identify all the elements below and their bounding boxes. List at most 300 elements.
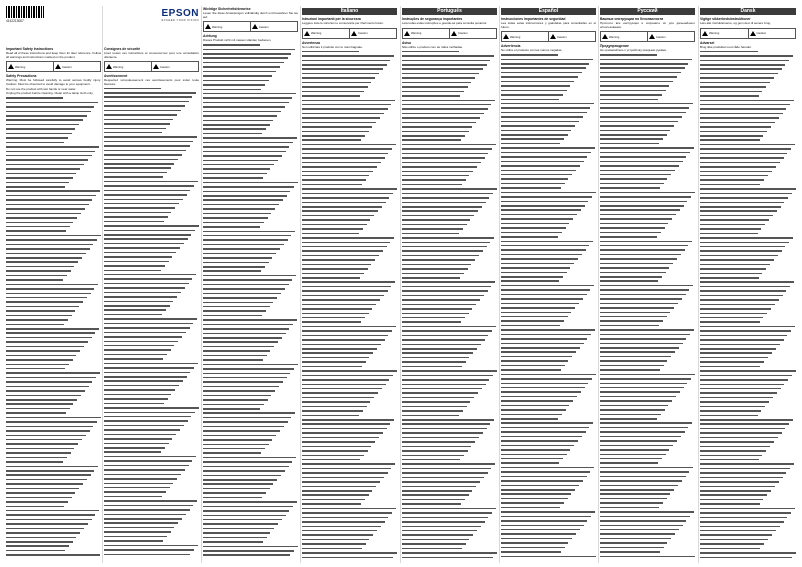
text-line bbox=[501, 54, 596, 57]
text-line bbox=[501, 267, 596, 270]
text-line bbox=[302, 481, 397, 484]
text-line bbox=[6, 346, 101, 349]
text-line bbox=[600, 418, 695, 421]
text-line bbox=[700, 171, 796, 174]
text-line bbox=[6, 222, 101, 225]
warning-triangle-icon bbox=[702, 31, 708, 36]
warning-triangle-icon bbox=[750, 31, 756, 36]
text-line bbox=[6, 199, 101, 202]
text-line bbox=[6, 133, 101, 136]
column-divider bbox=[698, 6, 699, 563]
text-line bbox=[600, 409, 695, 412]
text-line bbox=[302, 419, 397, 422]
text-line bbox=[700, 348, 796, 351]
text-line bbox=[203, 310, 298, 313]
text-line bbox=[600, 147, 695, 150]
text-line bbox=[402, 512, 497, 515]
text-line bbox=[203, 444, 298, 447]
text-line bbox=[700, 530, 796, 533]
text-line bbox=[302, 135, 397, 138]
text-line bbox=[203, 408, 298, 411]
box-label: Warning bbox=[212, 24, 223, 29]
text-line bbox=[402, 361, 497, 364]
text-line bbox=[104, 287, 199, 290]
column-divider bbox=[300, 6, 301, 563]
text-line bbox=[700, 450, 796, 453]
text-line bbox=[501, 143, 596, 146]
text-line bbox=[600, 218, 695, 221]
text-line bbox=[700, 108, 796, 111]
text-line bbox=[700, 91, 796, 94]
text-line bbox=[302, 468, 397, 471]
text-line bbox=[302, 175, 397, 178]
text-line bbox=[700, 512, 796, 515]
text-line bbox=[700, 330, 796, 333]
text-line bbox=[203, 515, 298, 518]
text-line bbox=[203, 417, 298, 420]
text-line bbox=[600, 285, 695, 288]
column-divider bbox=[400, 6, 401, 563]
text-line bbox=[6, 177, 101, 180]
text-line bbox=[6, 501, 101, 504]
text-line bbox=[6, 359, 101, 362]
text-line bbox=[104, 256, 199, 259]
text-line bbox=[6, 545, 101, 548]
text-line bbox=[302, 508, 397, 511]
text-line bbox=[104, 88, 199, 91]
text-line bbox=[700, 392, 796, 395]
text-line bbox=[104, 505, 199, 508]
text-line bbox=[501, 374, 596, 377]
text-line bbox=[700, 179, 796, 182]
text-line bbox=[700, 503, 796, 506]
text-line bbox=[501, 254, 596, 257]
text-line bbox=[501, 152, 596, 155]
text-line bbox=[302, 171, 397, 174]
text-line bbox=[700, 415, 796, 418]
text-line bbox=[600, 396, 695, 399]
text-line bbox=[302, 494, 397, 497]
text-line bbox=[302, 113, 397, 116]
text-line bbox=[203, 244, 298, 247]
text-line bbox=[600, 329, 695, 332]
text-line bbox=[402, 250, 497, 253]
warning-caution-box bbox=[600, 31, 695, 42]
text-line bbox=[302, 317, 397, 320]
text-line bbox=[203, 204, 298, 207]
text-line bbox=[501, 174, 596, 177]
text-line bbox=[402, 135, 497, 138]
text-line bbox=[302, 55, 397, 58]
text-line bbox=[6, 151, 101, 154]
text-line bbox=[402, 557, 497, 560]
text-line bbox=[203, 288, 298, 291]
text-line bbox=[501, 138, 596, 141]
text-line bbox=[501, 418, 596, 421]
text-line bbox=[600, 405, 695, 408]
section-french bbox=[104, 47, 199, 557]
text-line bbox=[203, 182, 298, 185]
box-label: Caution bbox=[458, 31, 468, 36]
text-line bbox=[700, 321, 796, 324]
text-line bbox=[104, 265, 199, 268]
text-line bbox=[302, 86, 397, 89]
text-line bbox=[700, 162, 796, 165]
text-line bbox=[402, 481, 497, 484]
text-line bbox=[700, 100, 796, 103]
text-line bbox=[402, 242, 497, 245]
caution-cell bbox=[151, 62, 198, 71]
text-line bbox=[700, 139, 796, 142]
column-2 bbox=[104, 6, 199, 563]
text-line bbox=[501, 263, 596, 266]
text-line bbox=[302, 450, 397, 453]
text-line bbox=[203, 359, 298, 362]
box-label: Caution bbox=[358, 31, 368, 36]
text-line bbox=[402, 299, 497, 302]
text-line bbox=[104, 190, 199, 193]
text-line bbox=[600, 338, 695, 341]
text-line bbox=[302, 344, 397, 347]
text-line bbox=[104, 500, 199, 503]
text-line bbox=[700, 410, 796, 413]
text-line bbox=[6, 253, 101, 256]
text-line bbox=[501, 396, 596, 399]
text-line bbox=[104, 261, 199, 264]
text-line bbox=[6, 119, 101, 122]
text-line bbox=[302, 512, 397, 515]
text-line bbox=[302, 428, 397, 431]
text-line bbox=[600, 471, 695, 474]
text-line bbox=[6, 466, 101, 469]
text-line bbox=[501, 493, 596, 496]
text-line bbox=[203, 253, 298, 256]
text-line bbox=[6, 461, 101, 464]
text-line bbox=[700, 388, 796, 391]
column-5 bbox=[402, 6, 497, 563]
text-line bbox=[600, 54, 695, 57]
text-line bbox=[501, 369, 596, 372]
text-line bbox=[700, 73, 796, 76]
text-line bbox=[600, 214, 695, 217]
text-line bbox=[501, 471, 596, 474]
text-line bbox=[6, 470, 101, 473]
text-line bbox=[402, 463, 497, 466]
text-line bbox=[402, 73, 497, 76]
section-heading: Istruzioni importanti per la sicurezza bbox=[302, 17, 361, 21]
text-line bbox=[203, 541, 298, 544]
text-line bbox=[402, 219, 497, 222]
warning-cell bbox=[502, 32, 548, 41]
text-line bbox=[6, 435, 101, 438]
text-line bbox=[104, 545, 199, 548]
text-line bbox=[402, 392, 497, 395]
text-line bbox=[203, 386, 298, 389]
text-line bbox=[700, 534, 796, 537]
text-line bbox=[402, 162, 497, 165]
text-line bbox=[203, 510, 298, 513]
paragraph: Brug ikke produktet med våde hænder. bbox=[700, 44, 752, 49]
text-line bbox=[600, 547, 695, 550]
text-line bbox=[700, 219, 796, 222]
text-line bbox=[600, 241, 695, 244]
text-line bbox=[402, 428, 497, 431]
box-label: Caution bbox=[160, 64, 170, 69]
text-line bbox=[700, 246, 796, 249]
text-line bbox=[600, 201, 695, 204]
text-line bbox=[402, 455, 497, 458]
text-line bbox=[302, 91, 397, 94]
text-line bbox=[501, 542, 596, 545]
text-line bbox=[302, 304, 397, 307]
text-line bbox=[501, 303, 596, 306]
text-line bbox=[302, 348, 397, 351]
text-line bbox=[6, 173, 101, 176]
text-line bbox=[600, 414, 695, 417]
text-line bbox=[302, 295, 397, 298]
text-line bbox=[6, 510, 101, 513]
section-danish bbox=[700, 8, 796, 560]
text-line bbox=[6, 164, 101, 167]
text-line bbox=[402, 384, 497, 387]
text-line bbox=[600, 507, 695, 510]
text-line bbox=[402, 379, 497, 382]
text-line bbox=[402, 82, 497, 85]
text-line bbox=[501, 276, 596, 279]
text-line bbox=[600, 236, 695, 239]
box-label: Warning bbox=[113, 64, 124, 69]
text-line bbox=[302, 162, 397, 165]
text-line bbox=[700, 64, 796, 67]
text-line bbox=[600, 462, 695, 465]
text-line bbox=[302, 401, 397, 404]
text-line bbox=[104, 443, 199, 446]
text-line bbox=[203, 381, 298, 384]
text-line bbox=[203, 199, 298, 202]
text-line bbox=[203, 461, 298, 464]
text-line bbox=[6, 102, 101, 105]
text-line bbox=[402, 313, 497, 316]
text-line bbox=[501, 245, 596, 248]
text-line bbox=[203, 191, 298, 194]
text-line bbox=[203, 217, 298, 220]
text-line bbox=[302, 202, 397, 205]
text-line bbox=[700, 539, 796, 542]
text-line bbox=[104, 136, 199, 139]
text-line bbox=[501, 285, 596, 288]
text-line bbox=[104, 469, 199, 472]
text-line bbox=[600, 232, 695, 235]
text-line bbox=[104, 420, 199, 423]
text-line bbox=[600, 227, 695, 230]
warning-cell bbox=[701, 29, 748, 38]
text-line bbox=[302, 117, 397, 120]
text-line bbox=[700, 499, 796, 502]
text-line bbox=[203, 497, 298, 500]
text-line bbox=[203, 501, 298, 504]
text-line bbox=[302, 64, 397, 67]
text-line bbox=[302, 250, 397, 253]
text-line bbox=[203, 266, 298, 269]
warning-caution-box bbox=[203, 21, 298, 32]
text-line bbox=[402, 366, 497, 369]
text-line bbox=[104, 380, 199, 383]
text-line bbox=[501, 547, 596, 550]
text-line bbox=[302, 392, 397, 395]
text-line bbox=[501, 218, 596, 221]
section-heading: Consignes de sécurité bbox=[104, 47, 141, 51]
text-line bbox=[402, 437, 497, 440]
text-line bbox=[700, 397, 796, 400]
text-line bbox=[501, 538, 596, 541]
text-line bbox=[104, 527, 199, 530]
text-line bbox=[6, 412, 101, 415]
text-line bbox=[302, 459, 397, 462]
text-line bbox=[302, 330, 397, 333]
paragraph: Leia todas estas instruções e guarde-as para consulta posterior. bbox=[402, 21, 488, 26]
column-8 bbox=[700, 6, 796, 563]
text-line bbox=[402, 477, 497, 480]
text-line bbox=[700, 375, 796, 378]
text-line bbox=[600, 267, 695, 270]
text-line bbox=[104, 145, 199, 148]
column-7 bbox=[600, 6, 695, 563]
text-line bbox=[302, 100, 397, 103]
text-line bbox=[104, 549, 199, 552]
text-line bbox=[600, 436, 695, 439]
text-line bbox=[6, 443, 101, 446]
text-line bbox=[600, 489, 695, 492]
text-line bbox=[700, 339, 796, 342]
text-line bbox=[501, 529, 596, 532]
text-line bbox=[600, 431, 695, 434]
text-line bbox=[203, 492, 298, 495]
text-line bbox=[104, 154, 199, 157]
text-line bbox=[203, 248, 298, 251]
text-line bbox=[501, 130, 596, 133]
text-line bbox=[700, 113, 796, 116]
text-line bbox=[302, 406, 397, 409]
text-line bbox=[104, 425, 199, 428]
column-3 bbox=[203, 6, 298, 563]
text-line bbox=[104, 456, 199, 459]
text-line bbox=[104, 536, 199, 539]
text-line bbox=[700, 304, 796, 307]
text-line bbox=[600, 498, 695, 501]
text-line bbox=[302, 499, 397, 502]
text-line bbox=[203, 430, 298, 433]
text-line bbox=[600, 360, 695, 363]
text-line bbox=[302, 68, 397, 71]
caution-cell bbox=[53, 62, 100, 71]
text-line bbox=[203, 333, 298, 336]
text-line bbox=[6, 155, 101, 158]
text-line bbox=[302, 361, 397, 364]
text-line bbox=[402, 441, 497, 444]
text-line bbox=[501, 525, 596, 528]
text-line bbox=[6, 284, 101, 287]
text-line bbox=[700, 148, 796, 151]
paragraph: Læs alle instruktionerne, og gem dem til senere brug. bbox=[700, 21, 771, 26]
text-line bbox=[203, 519, 298, 522]
text-line bbox=[203, 328, 298, 331]
text-line bbox=[203, 257, 298, 260]
warning-cell bbox=[403, 29, 449, 38]
text-line bbox=[302, 397, 397, 400]
text-line bbox=[6, 497, 101, 500]
text-line bbox=[402, 526, 497, 529]
text-line bbox=[104, 270, 199, 273]
column-divider bbox=[102, 6, 103, 563]
text-line bbox=[700, 299, 796, 302]
text-line bbox=[402, 233, 497, 236]
text-line bbox=[6, 541, 101, 544]
text-line bbox=[104, 412, 199, 415]
text-line bbox=[700, 104, 796, 107]
text-line bbox=[600, 183, 695, 186]
text-line bbox=[402, 357, 497, 360]
text-line bbox=[700, 508, 796, 511]
text-line bbox=[501, 458, 596, 461]
text-line bbox=[501, 449, 596, 452]
text-line bbox=[203, 346, 298, 349]
text-line bbox=[6, 328, 101, 331]
text-line bbox=[302, 179, 397, 182]
text-line bbox=[302, 410, 397, 413]
text-line bbox=[104, 372, 199, 375]
text-line bbox=[501, 445, 596, 448]
text-line bbox=[501, 360, 596, 363]
text-line bbox=[700, 548, 796, 551]
text-line bbox=[203, 173, 298, 176]
text-line bbox=[104, 522, 199, 525]
text-line bbox=[402, 188, 497, 191]
text-line bbox=[104, 496, 199, 499]
text-line bbox=[501, 289, 596, 292]
text-line bbox=[402, 508, 497, 511]
text-line bbox=[501, 480, 596, 483]
text-line bbox=[402, 486, 497, 489]
text-line bbox=[600, 476, 695, 479]
paragraph: Non utilizzare il prodotto con le mani bagnate. bbox=[302, 44, 363, 49]
text-line bbox=[104, 554, 199, 557]
text-line bbox=[600, 254, 695, 257]
text-line bbox=[302, 375, 397, 378]
text-line bbox=[6, 275, 101, 278]
text-line bbox=[600, 152, 695, 155]
text-line bbox=[104, 327, 199, 330]
text-line bbox=[203, 399, 298, 402]
text-line bbox=[104, 354, 199, 357]
text-line bbox=[104, 509, 199, 512]
text-line bbox=[104, 305, 199, 308]
text-line bbox=[203, 89, 298, 92]
text-line bbox=[302, 415, 397, 418]
text-line bbox=[402, 108, 497, 111]
text-line bbox=[302, 366, 397, 369]
text-line bbox=[600, 427, 695, 430]
text-line bbox=[104, 318, 199, 321]
text-line bbox=[402, 193, 497, 196]
text-line bbox=[700, 281, 796, 284]
text-line bbox=[402, 539, 497, 542]
text-line bbox=[700, 250, 796, 253]
text-line bbox=[600, 449, 695, 452]
text-line bbox=[402, 339, 497, 342]
box-label: Caution bbox=[259, 24, 269, 29]
warning-cell bbox=[303, 29, 349, 38]
text-line bbox=[6, 293, 101, 296]
